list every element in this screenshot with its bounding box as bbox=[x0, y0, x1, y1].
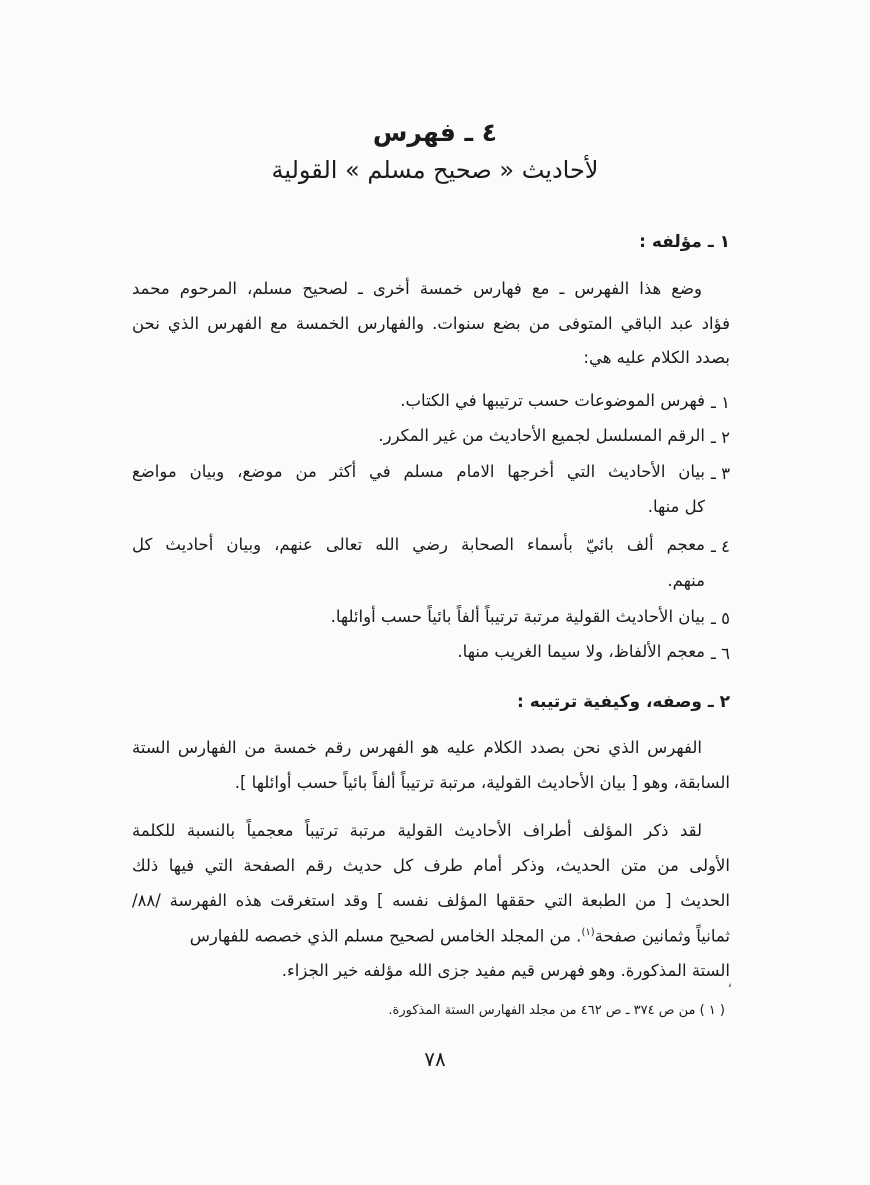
paragraph-line: الفهرس الذي نحن بصدد الكلام عليه هو الفهرس رقم خمسة من الفهارس الستة bbox=[132, 738, 702, 757]
section-heading-author: ١ ـ مؤلفه : bbox=[639, 232, 730, 252]
paragraph-text: . من المجلد الخامس لصحيح مسلم الذي خصصه للفهارس bbox=[189, 926, 582, 946]
section-heading-description: ٢ ـ وصفه، وكيفية ترتيبه : bbox=[517, 692, 730, 712]
chapter-number-title: ٤ ـ فهرس bbox=[372, 118, 498, 147]
paragraph-text: ثمانياً وثمانين صفحة bbox=[594, 926, 730, 946]
paragraph-line: السابقة، وهو [ بيان الأحاديث القولية، مرتبة ترتيباً ألفاً بائياً حسب أوائلها ]. bbox=[234, 773, 730, 792]
list-item: بيان الأحاديث القولية مرتبة ترتيباً ألفاً بائياً حسب أوائلها. bbox=[330, 607, 705, 626]
paragraph-line: لقد ذكر المؤلف أطراف الأحاديث القولية مرتبة ترتيباً معجمياً بالنسبة للكلمة bbox=[132, 821, 702, 840]
chapter-title: لأحاديث « صحيح مسلم » القولية bbox=[271, 156, 599, 184]
footnote: ( ١ ) من ص ٣٧٤ ـ ص ٤٦٢ من مجلد الفهارس الستة المذكورة. bbox=[388, 1003, 725, 1018]
list-number: ٢ ـ bbox=[711, 428, 730, 447]
paragraph-line-with-footnote bbox=[132, 928, 730, 945]
paragraph-line: وضع هذا الفهرس ـ مع فهارس خمسة أخرى ـ لصحيح مسلم، المرحوم محمد bbox=[132, 279, 702, 298]
paragraph-line: فؤاد عبد الباقي المتوفى من بضع سنوات. والفهارس الخمسة مع الفهرس الذي نحن bbox=[132, 314, 730, 333]
list-item: الرقم المسلسل لجميع الأحاديث من غير المكرر. bbox=[378, 426, 705, 445]
list-item-continuation: منهم. bbox=[667, 571, 705, 590]
paragraph-line: بصدد الكلام عليه هي: bbox=[583, 348, 730, 367]
footnote-reference[interactable]: (١) bbox=[581, 927, 595, 938]
list-item: فهرس الموضوعات حسب ترتيبها في الكتاب. bbox=[400, 391, 705, 410]
list-number: ٣ ـ bbox=[711, 464, 730, 483]
list-item: معجم ألف بائيّ بأسماء الصحابة رضي الله تعالى عنهم، وبيان أحاديث كل bbox=[132, 535, 705, 554]
list-item: معجم الألفاظ، ولا سيما الغريب منها. bbox=[457, 642, 705, 661]
margin-mark: ، bbox=[727, 975, 732, 991]
list-item: بيان الأحاديث التي أخرجها الامام مسلم في أكثر من موضع، وبيان مواضع bbox=[132, 462, 705, 481]
list-number: ٥ ـ bbox=[711, 609, 730, 628]
list-number: ٦ ـ bbox=[711, 644, 730, 663]
paragraph-line: الحديث [ من الطبعة التي حققها المؤلف نفسه ] وقد استغرقت هذه الفهرسة /٨٨/ bbox=[132, 891, 730, 910]
page-number: ٧٨ bbox=[424, 1047, 446, 1071]
list-number: ١ ـ bbox=[711, 393, 730, 412]
paragraph-line: الستة المذكورة. وهو فهرس قيم مفيد جزى الله مؤلفه خير الجزاء. bbox=[281, 961, 730, 980]
list-number: ٤ ـ bbox=[711, 537, 730, 556]
paragraph-line: الأولى من متن الحديث، وذكر أمام طرف كل حديث رقم الصفحة التي فيها ذلك bbox=[132, 856, 730, 875]
list-item-continuation: كل منها. bbox=[647, 497, 705, 516]
